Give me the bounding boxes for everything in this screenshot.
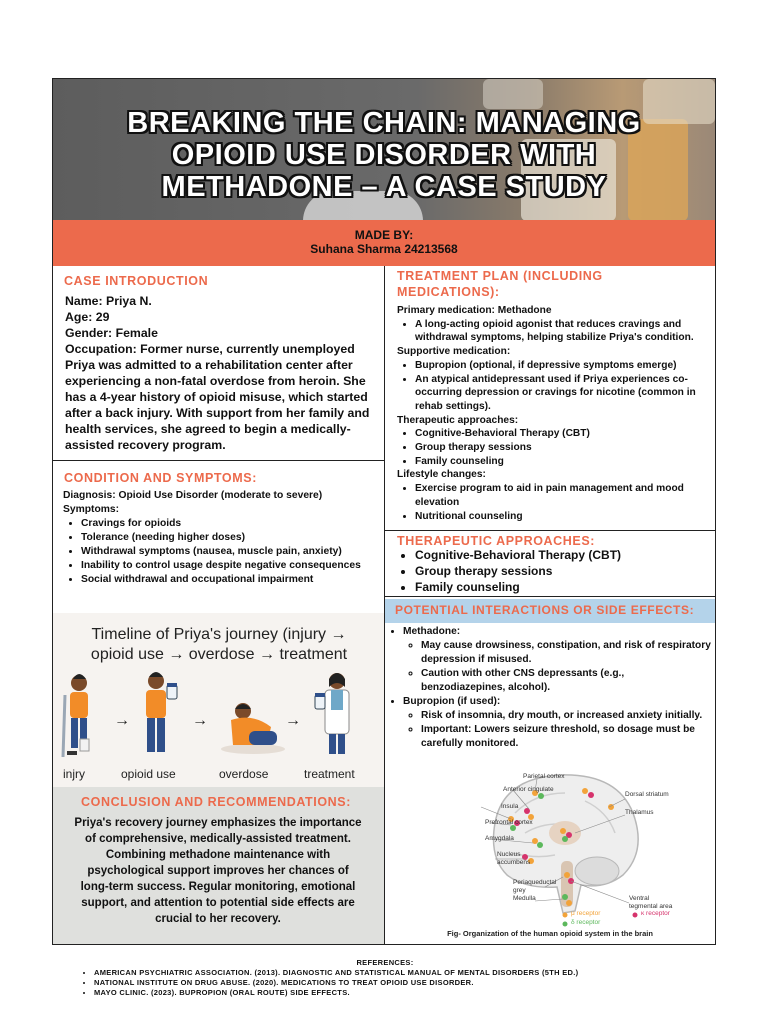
list-item: ◦ Caution with other CNS depressants (e.g., benzodiazepines, alcohol). (421, 667, 711, 695)
side-effects-list (403, 709, 711, 751)
brain-label: Nucleus accumbens (497, 851, 531, 866)
brain-label: Ventral tegmental area (629, 895, 673, 910)
therapeutic-approaches-label: Therapeutic approaches: (397, 414, 519, 426)
brain-label: Insula (501, 803, 519, 810)
legend-mu: μ receptor (571, 910, 601, 917)
therapeutic-approaches-items (385, 547, 715, 595)
brain-label: Thalamus (625, 809, 654, 816)
treatment-plan-section (385, 266, 715, 531)
timeline-figures (53, 665, 385, 767)
brain-label: Dorsal striatum (625, 791, 669, 798)
list-item: • Nutritional counseling (415, 510, 713, 524)
list-item: ◦ Important: Lowers seizure threshold, so dosage must be carefully monitored. (421, 723, 711, 751)
case-introduction-body (65, 293, 381, 453)
list-item: • Exercise program to aid in pain management and mood elevation (415, 482, 713, 509)
primary-medication-label: Primary medication: Methadone (397, 305, 552, 316)
list-item (403, 695, 711, 751)
list-item: • MAYO CLINIC. (2023). BUPROPION (ORAL ROUTE) SIDE EFFECTS. (94, 988, 690, 998)
treatment-plan-body (397, 304, 713, 523)
condition-symptoms-heading: CONDITION AND SYMPTOMS: (64, 471, 257, 485)
lifestyle-changes-list (397, 482, 713, 523)
drug-name: Methadone: (403, 626, 461, 637)
brain-figure (385, 763, 715, 945)
brain-label: Periaqueductal grey (513, 879, 557, 894)
pill-bottle-image (483, 79, 543, 109)
interactions-heading: POTENTIAL INTERACTIONS OR SIDE EFFECTS: (395, 603, 695, 617)
list-item: • Withdrawal symptoms (nausea, muscle pain, anxiety) (81, 545, 381, 559)
diagnosis-text: Diagnosis: Opioid Use Disorder (moderate to severe) (63, 490, 323, 501)
brain-label: Medulla (513, 895, 536, 902)
symptoms-list (63, 517, 381, 587)
condition-symptoms-body (63, 489, 381, 587)
legend-delta: δ receptor (571, 919, 601, 926)
therapeutic-approaches-heading: THERAPEUTIC APPROACHES: (397, 534, 596, 548)
list-item: ◦ Risk of insomnia, dry mouth, or increased anxiety initially. (421, 709, 711, 723)
primary-medication-list (397, 318, 713, 345)
timeline-label: treatment (304, 767, 355, 781)
brain-label: Parietal cortex (523, 773, 565, 780)
list-item: ◦ May cause drowsiness, constipation, and risk of respiratory depression if misused. (421, 639, 711, 667)
title-line: OPIOID USE DISORDER WITH (171, 139, 597, 171)
brain-label: Anterior cingulate (503, 786, 554, 793)
list-item: • NATIONAL INSTITUTE ON DRUG ABUSE. (2020). MEDICATIONS TO TREAT OPIOID USE DISORDER. (94, 978, 690, 988)
list-item: • Group therapy sessions (415, 441, 713, 455)
arrow-icon: → (285, 712, 301, 729)
arrow-icon: → (192, 712, 208, 729)
timeline-title-line: opioid use → overdose → treatment (90, 646, 348, 663)
conclusion-section (53, 787, 385, 945)
therapeutic-approaches-list (397, 427, 713, 468)
list-item: • Family counseling (415, 455, 713, 469)
list-item: • AMERICAN PSYCHIATRIC ASSOCIATION. (2013). DIAGNOSTIC AND STATISTICAL MANUAL OF MENTAL DISORDERS (5TH ED.) (94, 968, 690, 978)
list-item: • Cognitive-Behavioral Therapy (CBT) (415, 547, 715, 563)
timeline-label: opioid use (121, 767, 176, 781)
patient-age: Age: 29 (65, 310, 110, 324)
interactions-header (385, 599, 715, 623)
poster (52, 78, 716, 945)
references-list (80, 968, 690, 998)
author-name: Suhana Sharma 24213568 (310, 242, 458, 256)
arrow-icon: → (114, 712, 130, 729)
timeline-label: injry (63, 767, 86, 781)
list-item: • Bupropion (optional, if depressive symptoms emerge) (415, 359, 713, 373)
brain-label: Prefrontal cortex (485, 819, 533, 826)
list-item: • A long-acting opioid agonist that reduces cravings and withdrawal symptoms, helping stabilize Priya's condition. (415, 318, 713, 345)
author-bar (53, 220, 715, 266)
supportive-medication-label: Supportive medication: (397, 346, 511, 358)
person-with-pills-icon (146, 672, 177, 752)
therapeutic-approaches-section (385, 531, 715, 597)
case-introduction-section (53, 266, 385, 461)
conclusion-heading: CONCLUSION AND RECOMMENDATIONS: (81, 795, 351, 809)
interactions-section (385, 623, 715, 763)
interactions-list (385, 625, 711, 751)
references-section (80, 958, 690, 998)
list-item: • Social withdrawal and occupational impairment (81, 573, 381, 587)
references-heading: REFERENCES: (356, 958, 414, 967)
treatment-plan-heading: TREATMENT PLAN (INCLUDING MEDICATIONS): (397, 269, 603, 299)
timeline-label: overdose (219, 767, 269, 781)
case-story: Priya was admitted to a rehabilitation center after experiencing a non-fatal overdose from heroin. She has a 4-year history of opioid misuse, which started after a back injury. With support from her family and health services, she agreed to begin a medically-assisted recovery program. (65, 358, 370, 452)
overdose-person-icon (221, 703, 285, 754)
made-by-label: MADE BY: (354, 228, 414, 242)
drug-name: Bupropion (if used): (403, 696, 501, 707)
list-item: • Tolerance (needing higher doses) (81, 531, 381, 545)
list-item: • Cognitive-Behavioral Therapy (CBT) (415, 427, 713, 441)
timeline-title-line: Timeline of Priya's journey (injury → (91, 626, 347, 643)
list-item: • Inability to control usage despite negative consequences (81, 559, 381, 573)
figure-caption: Fig- Organization of the human opioid system in the brain (447, 929, 653, 938)
title-line: BREAKING THE CHAIN: MANAGING (127, 107, 641, 139)
title-banner (53, 79, 715, 220)
symptoms-label: Symptoms: (63, 504, 120, 515)
list-item: • Family counseling (415, 579, 715, 595)
list-item: • Group therapy sessions (415, 563, 715, 579)
patient-name: Name: Priya N. (65, 294, 152, 308)
timeline-illustration (53, 613, 385, 787)
supportive-medication-list (397, 359, 713, 414)
brain-label: Amygdala (485, 835, 514, 842)
injured-person-icon (63, 674, 89, 757)
doctor-icon (315, 673, 349, 754)
page-title (53, 107, 715, 203)
timeline-title (53, 625, 385, 665)
legend-kappa: κ receptor (641, 910, 670, 917)
list-item (403, 625, 711, 695)
patient-occupation: Occupation: Former nurse, currently unemployed (65, 342, 355, 356)
case-introduction-heading: CASE INTRODUCTION (64, 274, 209, 288)
lifestyle-changes-label: Lifestyle changes: (397, 469, 486, 481)
interactions-body (385, 625, 711, 751)
list-item: • Cravings for opioids (81, 517, 381, 531)
patient-gender: Gender: Female (65, 326, 158, 340)
title-line: METHADONE – A CASE STUDY (161, 171, 607, 203)
side-effects-list (403, 639, 711, 695)
conclusion-text: Priya's recovery journey emphasizes the importance of comprehensive, medically-assisted treatment. Combining methadone maintenance with psychological support improves her chances of long-term success. Regular monitoring, emotional support, and attention to potential side effects are crucial to her recovery. (74, 817, 362, 925)
condition-symptoms-section (53, 461, 385, 613)
list-item: • An atypical antidepressant used if Priya experiences co-occurring depression or cravings for nicotine (common in rehab settings). (415, 373, 713, 414)
